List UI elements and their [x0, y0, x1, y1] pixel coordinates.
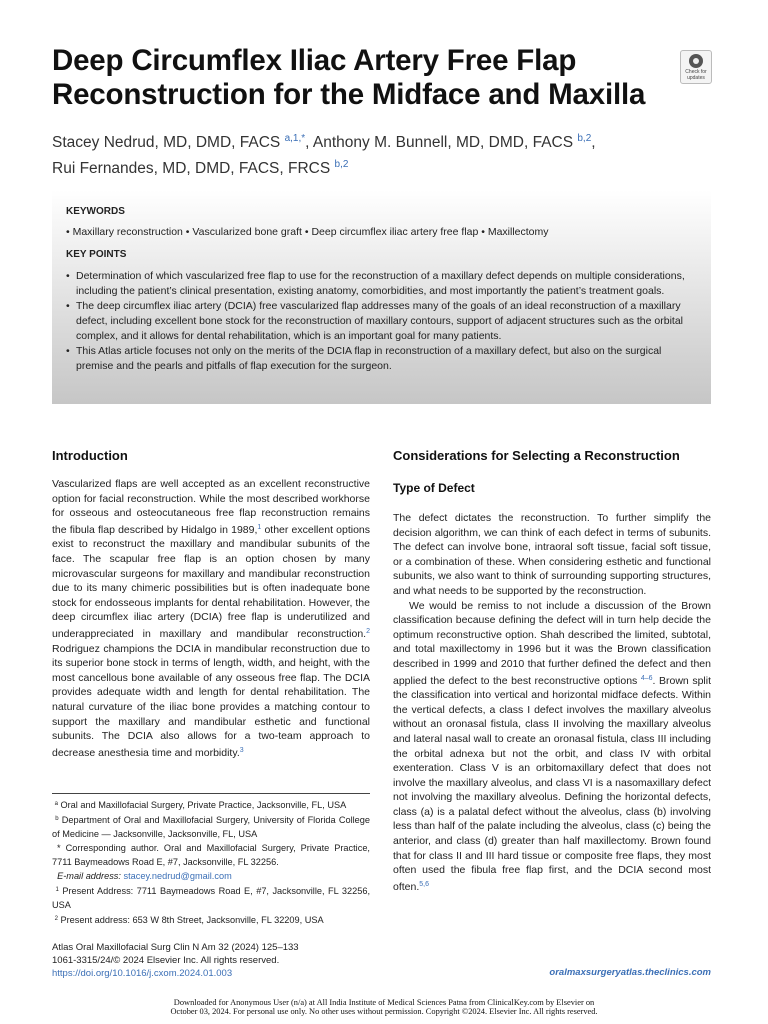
footnote-2: $^2$ Present address: 653 W 8th Street, Jacksonville, FL 32209, USA: [54, 915, 324, 925]
key-point-item: • This Atlas article focuses not only on the merits of the DCIA flap in reconstruction of a maxillary defect, but also on the surgical premise and the pearls and pitfalls of flap execution for the surgeon.: [66, 344, 698, 374]
key-point-item: • The deep circumflex iliac artery (DCIA) free vascularized flap addresses many of the goals of an ideal reconstruction of a maxillary defect, including excellent bone stock for the reconstruction of maxillary contours, support of adjacent structures such as the orbital complex, and it allows for dental rehabilitation, which is an important goal for many patients.: [66, 299, 698, 344]
footnote-email: E-mail address: stacey.nedrud@gmail.com: [57, 871, 232, 881]
title-line-1: Deep Circumflex Iliac Artery Free Flap: [52, 44, 577, 77]
footnote-corresponding: * Corresponding author. Oral and Maxillofacial Surgery, Private Practice, 7711 Baymeadows Road E, #7, Jacksonville, FL 32256.: [52, 843, 370, 867]
author-2-name: Anthony M. Bunnell, MD, DMD, FACS: [312, 134, 574, 151]
journal-site-link[interactable]: oralmaxsurgeryatlas.theclinics.com: [549, 967, 711, 978]
type-of-defect-subheading: Type of Defect: [393, 481, 475, 495]
journal-info: [52, 941, 452, 980]
considerations-paragraph-1: The defect dictates the reconstruction. To further simplify the decision algorithm, we can think of each defect in terms of subunits. The defect can involve bone, intraoral soft tissue, facial soft tissue, or a combination of these. When considering esthetic and functional subunits, we also want to think of surrounding supporting structures, and what needs to be supported by the reconstruction.: [393, 512, 711, 597]
introduction-heading: Introduction: [52, 448, 128, 463]
check-badge-label: Check for updates: [685, 69, 707, 81]
author-1-affiliation[interactable]: a,1,*: [284, 133, 306, 144]
update-ring-icon: [689, 54, 703, 68]
footnotes: [52, 797, 370, 927]
email-link[interactable]: stacey.nedrud@gmail.com: [123, 871, 232, 881]
author-list: Stacey Nedrud, MD, DMD, FACS $^{a,1,*}$, Anthony M. Bunnell, MD, DMD, FACS $^{b,2}$, Rui Fernandes, MD, DMD, FACS, FRCS $^{b,2}$: [52, 133, 596, 177]
check-for-updates-badge[interactable]: [680, 50, 712, 84]
author-1-name: Stacey Nedrud, MD, DMD, FACS: [52, 134, 281, 151]
footnote-divider: [52, 793, 370, 794]
footnote-a: $^a$ Oral and Maxillofacial Surgery, Private Practice, Jacksonville, FL, USA: [54, 800, 347, 810]
keywords-keypoints-box: [52, 190, 711, 404]
footnote-1: $^1$ Present Address: 7711 Baymeadows Road E, #7, Jacksonville, FL 32256, USA: [52, 886, 371, 910]
download-notice-line-1: Downloaded for Anonymous User (n/a) at All India Institute of Medical Sciences Patna from ClinicalKey.com by Elsevier on: [173, 998, 595, 1007]
download-notice-line-2: October 03, 2024. For personal use only. No other uses without permission. Copyright ©2024. Elsevier Inc. All rights reserved.: [170, 1007, 598, 1016]
reference-link[interactable]: 1: [257, 523, 262, 531]
download-notice: [100, 998, 668, 1016]
doi-link[interactable]: https://doi.org/10.1016/j.cxom.2024.01.003: [52, 968, 233, 979]
author-3-name: Rui Fernandes, MD, DMD, FACS, FRCS: [52, 160, 331, 177]
considerations-body: [393, 511, 711, 894]
author-3-affiliation[interactable]: b,2: [334, 159, 349, 170]
key-points-list: [66, 269, 698, 374]
introduction-paragraph: Vascularized flaps are well accepted as an excellent reconstructive option for facial reconstruction. While the most described workhorse for osseous and osteocutaneous free flap reconstruction remains the fibula flap described by Hidalgo in 1989,$^1$ other excellent options exist to reconstruct the maxillary and mandibular subunits of the face. The scapular free flap is an option chosen by many microvascular surgeons for maxillary and mandibular reconstruction due to its many chimeric possibilities but is often inadequate bone stock for endosseous implants for dental rehabilitation. However, the deep circumflex iliac artery (DCIA) free flap is underutilized and underappreciated in maxillary and mandibular reconstruction.$^2$ Rodriguez champions the DCIA in mandibular reconstruction due to its superior bone stock in terms of length, width, and height, with the most cancellous bone available of any osseous free flap. The DCIA provides adequate width and length for dental rehabilitation. The natural curvature of the iliac bone provides a matching contour to support the maxillary and mandibular esthetic and functional subunits. The DCIA also allows for a two-team approach to decrease anesthesia time and morbidity.$^3$: [52, 478, 370, 759]
author-2-affiliation[interactable]: b,2: [577, 133, 592, 144]
reference-link[interactable]: 2: [366, 627, 370, 635]
key-points-heading: KEY POINTS: [66, 249, 127, 260]
reference-link[interactable]: 5,6: [419, 880, 430, 888]
considerations-heading: Considerations for Selecting a Reconstruction: [393, 448, 680, 463]
journal-copyright: 1061-3315/24/© 2024 Elsevier Inc. All rights reserved.: [52, 955, 280, 966]
journal-citation: Atlas Oral Maxillofacial Surg Clin N Am 32 (2024) 125–133: [52, 942, 299, 953]
title-line-2: Reconstruction for the Midface and Maxilla: [52, 78, 646, 111]
keywords-heading: KEYWORDS: [66, 206, 125, 217]
keywords-list: • Maxillary reconstruction • Vascularized bone graft • Deep circumflex iliac artery free flap • Maxillectomy: [66, 226, 549, 238]
considerations-paragraph-2: We would be remiss to not include a discussion of the Brown classification because defining the defect will in turn help decide the optimum reconstructive option. Shah described the limited, subtotal, and total maxillectomy in 1996 but it was the Brown classification described in 1999 and 2010 that further defined the defect and then applied the defect to the best reconstructive options $^{4-6}$. Brown split the classification into vertical and horizontal midface defects. Within the vertical defects, a class I defect involves the maxillary alveolus without an oronasal fistula, class II involving the maxillary alveolus and lateral nasal wall to create an oronasal fistula, class III including the orbital adnexa but not the orbit, and class IV with orbital exenteration. Class V is an orbitomaxillary defect that does not involve the maxillary alveolus, and class VI is a nasomaxillary defect not involving the maxillary alveolus. Defining the horizontal defects, class (a) is a palatal defect without the alveolus, class (b) involving less than half of the palate including the alveolus, class (c) being the anterior, and class (d) greater than half maxillectomy. Brown found that for class II and III hard tissue or composite free flaps, they most often used the fibula free flap first, and the DCIA second most often.$^{5,6}$: [393, 599, 711, 893]
key-point-item: • Determination of which vascularized free flap to use for the reconstruction of a maxillary defect depends on multiple considerations, including the patient’s clinical presentation, existing anatomy, comorbidities, and most importantly the patient’s treatment goals.: [66, 269, 698, 299]
article-title: [52, 44, 672, 112]
footnote-b: $^b$ Department of Oral and Maxillofacial Surgery, University of Florida College of Medicine — Jacksonville, Jacksonville, FL, USA: [52, 815, 370, 839]
introduction-body: [52, 477, 370, 760]
reference-link[interactable]: 3: [239, 746, 244, 754]
reference-link[interactable]: 4–6: [640, 674, 653, 682]
